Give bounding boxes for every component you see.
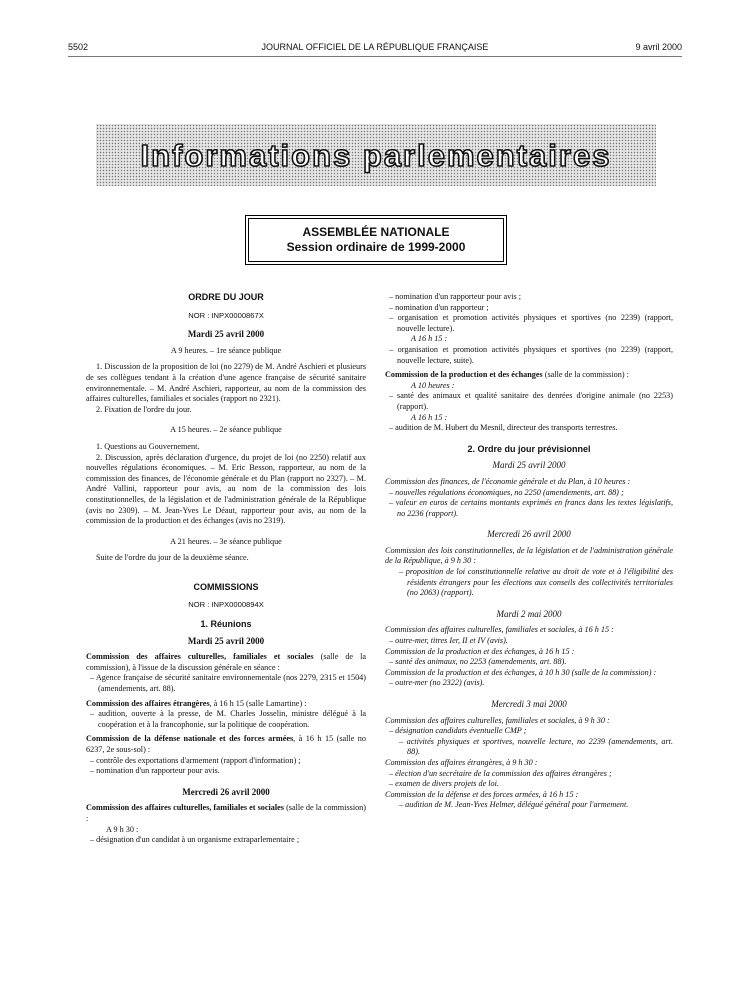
commission-item: – organisation et promotion activités physiques et sportives (no 2239) (rapport, nouvelle lecture). <box>389 313 673 333</box>
banner-title: Informations parlementaires <box>140 138 612 173</box>
nor-reference: NOR : INPX0000867X <box>188 310 264 320</box>
agenda-item: 2. Discussion, après déclaration d'urgence, du projet de loi (no 2250) relatif aux nouvelles régulations économiques. – M. Eric Besson, rapporteur, au nom de la commission des finances, de l'économie générale et du Plan (rapport no 2327). – M. André Vallini, rapporteur pour avis, au nom de la commission des lois constitutionnelles, de la législation et de l'administration générale de la République (avis no 2309). – M. Jean-Yves Le Déaut, rapporteur pour avis, au nom de la commission de la production et des échanges (avis no 2319). <box>86 452 366 526</box>
time-label: A 16 h 15 : <box>411 412 448 422</box>
agenda-item: 1. Questions au Gouvernement. <box>96 441 200 451</box>
assembly-name: ASSEMBLÉE NATIONALE <box>302 225 450 239</box>
commission-entry: Commission des finances, de l'économie générale et du Plan, à 10 heures : <box>385 476 631 486</box>
time-label: A 9 h 30 : <box>106 824 139 834</box>
previsional-title: 2. Ordre du jour prévisionnel <box>467 443 591 454</box>
commissions-title: COMMISSIONS <box>193 581 259 592</box>
commission-entry: Commission des affaires culturelles, familiales et sociales, à 9 h 30 : <box>385 715 610 725</box>
commission-item: – outre-mer, titres Ier, II et IV (avis). <box>389 636 508 646</box>
session-heading: A 15 heures. – 2e séance publique <box>170 425 282 435</box>
reunions-title: 1. Réunions <box>200 619 252 630</box>
commission-item: – audition de M. Hubert du Mesnil, directeur des transports terrestres. <box>389 423 618 433</box>
commission-entry: Commission des affaires étrangères, à 16 h 15 (salle Lamartine) : <box>86 698 307 708</box>
commission-item: – nomination d'un rapporteur ; <box>389 302 489 312</box>
commission-item: – nomination d'un rapporteur pour avis. <box>90 766 220 776</box>
commission-item: – santé des animaux, no 2253 (amendements, art. 88). <box>389 657 567 667</box>
commission-item: – valeur en euros de certains montants exprimés en francs dans les textes législatifs, no 2236 (rapport). <box>389 498 673 518</box>
nor-reference: NOR : INPX0000894X <box>188 600 264 610</box>
agenda-item: 2. Fixation de l'ordre du jour. <box>96 404 192 414</box>
commission-entry: Commission de la production et des échanges (salle de la commission) : <box>385 370 629 380</box>
day-heading: Mardi 25 avril 2000 <box>187 635 265 646</box>
commission-item: – audition de M. Jean-Yves Helmer, délégué général pour l'armement. <box>399 800 629 810</box>
day-heading: Mercredi 3 mai 2000 <box>491 699 567 709</box>
commission-item: – activités physiques et sportives, nouvelle lecture, no 2239 (amendements, art. 88). <box>399 736 673 757</box>
journal-title: JOURNAL OFFICIEL DE LA RÉPUBLIQUE FRANÇAISE <box>261 42 489 52</box>
commission-entry: Commission de la production et des échanges, à 16 h 15 : <box>385 646 575 656</box>
commission-entry: Commission de la production et des échanges, à 10 h 30 (salle de la commission) : <box>385 667 657 677</box>
commission-entry: Commission des lois constitutionnelles, de la législation et de l'administration générale de la République, à 9 h 30 : <box>385 545 673 566</box>
day-heading: Mardi 25 avril 2000 <box>187 329 265 340</box>
commission-entry: Commission des affaires étrangères, à 9 h 30 : <box>385 757 538 767</box>
agenda-item: Suite de l'ordre du jour de la deuxième séance. <box>96 553 249 563</box>
time-label: A 10 heures : <box>411 380 455 390</box>
ordre-du-jour-title: ORDRE DU JOUR <box>188 292 264 302</box>
commission-item: – contrôle des exportations d'armement (rapport d'information) ; <box>90 755 301 765</box>
day-heading: Mercredi 26 avril 2000 <box>487 529 571 540</box>
commission-item: – proposition de loi constitutionnelle relative au droit de vote et à l'éligibilité des résidents étrangers pour les élections aux conseils des collectivités territoriales (no 2063) (rapport). <box>399 567 673 598</box>
session-name: Session ordinaire de 1999-2000 <box>286 240 466 254</box>
day-heading: Mardi 2 mai 2000 <box>496 608 562 619</box>
commission-item: – examen de divers projets de loi. <box>389 779 499 789</box>
assembly-box <box>248 218 504 262</box>
commission-entry: Commission des affaires culturelles, familiales et sociales (salle de la commission) : <box>86 803 367 823</box>
issue-date: 9 avril 2000 <box>635 42 682 52</box>
commission-item: – santé des animaux et qualité sanitaire des denrées d'origine animale (no 2253) (rapport). <box>389 391 673 411</box>
day-heading: Mercredi 26 avril 2000 <box>182 786 270 797</box>
session-heading: A 9 heures. – 1re séance publique <box>170 345 282 355</box>
commission-item: – organisation et promotion activités physiques et sportives (no 2239) (rapport, nouvelle lecture, suite). <box>389 344 673 365</box>
left-column <box>86 292 366 846</box>
page-header <box>68 42 682 57</box>
session-heading: A 21 heures. – 3e séance publique <box>170 536 282 546</box>
commission-item: – nomination d'un rapporteur pour avis ; <box>389 292 521 301</box>
agenda-item: 1. Discussion de la proposition de loi (no 2279) de M. André Aschieri et plusieurs de ses collègues tendant à la création d'une agence française de sécurité sanitaire environnementale. – M. André Aschieri, rapporteur, au nom de la commission des affaires culturelles, familiales et sociales (rapport no 2321). <box>86 362 366 404</box>
commission-item: – nouvelles régulations économiques, no 2250 (amendements, art. 88) ; <box>389 487 624 497</box>
commission-item: – élection d'un secrétaire de la commission des affaires étrangères ; <box>389 768 612 778</box>
commission-entry: Commission de la défense nationale et des forces armées, à 16 h 15 (salle no 6237, 2e sous-sol) : <box>86 734 366 754</box>
commission-entry: Commission des affaires culturelles, familiales et sociales, à 16 h 15 : <box>385 625 614 635</box>
day-heading: Mardi 25 avril 2000 <box>492 460 566 471</box>
commission-item: – Agence française de sécurité sanitaire environnementale (nos 2279, 2315 et 1504) (amendements, art. 88). <box>90 673 366 694</box>
commission-item: – outre-mer (no 2322) (avis). <box>389 678 485 688</box>
page-number: 5502 <box>68 42 89 52</box>
time-label: A 16 h 15 : <box>411 334 448 344</box>
commission-item: – désignation candidats éventuelle CMP ; <box>389 726 527 736</box>
commission-entry: Commission de la défense et des forces armées, à 16 h 15 : <box>385 789 579 799</box>
commission-entry: Commission des affaires culturelles, familiales et sociales (salle de la commission), à l'issue de la discussion générale en séance : <box>86 652 366 672</box>
commission-item: – désignation d'un candidat à un organisme extraparlementaire ; <box>90 835 300 845</box>
right-column <box>385 292 673 811</box>
commission-item: – audition, ouverte à la presse, de M. Charles Josselin, ministre délégué à la coopération et à la francophonie, sur la politique de coopération. <box>90 709 366 729</box>
